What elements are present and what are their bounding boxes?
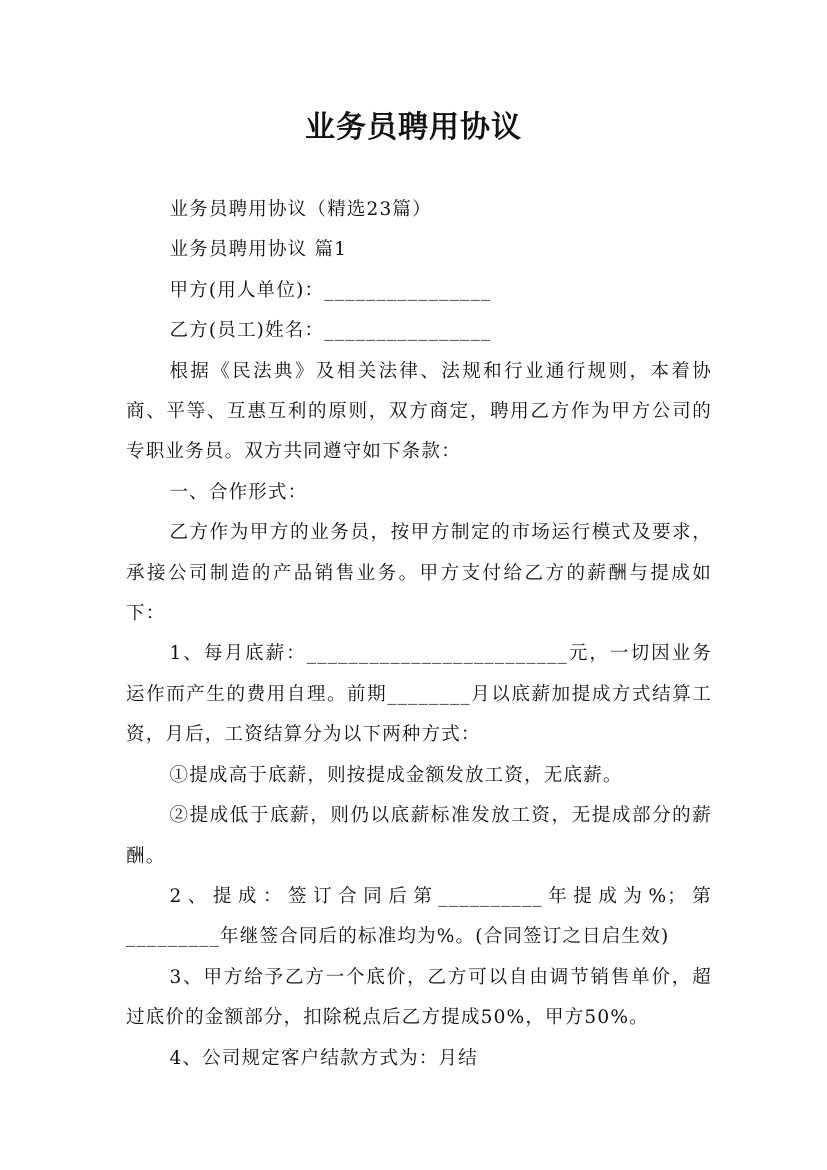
paragraph-option-1: ①提成高于底薪，则按提成金额发放工资，无底薪。 bbox=[169, 764, 623, 786]
paragraph-section-heading: 业务员聘用协议 篇1 bbox=[169, 239, 348, 261]
paragraph-subtitle: 业务员聘用协议（精选23篇） bbox=[169, 199, 432, 220]
paragraph-party-b: 乙方(员工)姓名：________________ bbox=[169, 320, 492, 342]
paragraph-preamble: 根据《民法典》及相关法律、法规和行业通行规则，本着协商、平等、互惠互利的原则，双方商定，聘用乙方作为甲方公司的专职业务员。双方共同遵守如下条款： bbox=[126, 360, 712, 463]
paragraph-cooperation: 乙方作为甲方的业务员，按甲方制定的市场运行模式及要求，承接公司制造的产品销售业务。甲方支付给乙方的薪酬与提成如下： bbox=[126, 522, 712, 625]
paragraph-option-2: ②提成低于底薪，则仍以底薪标准发放工资，无提成部分的薪酬。 bbox=[126, 805, 712, 867]
document-body bbox=[126, 190, 712, 1079]
paragraph-payment-terms: 4、公司规定客户结款方式为：月结 bbox=[169, 1047, 478, 1069]
paragraph-clause-1-heading: 一、合作形式： bbox=[169, 481, 308, 503]
paragraph-commission: 2、提成：签订合同后第__________年提成为%；第_________年继签合同后的标准均为%。(合同签订之日启生效) bbox=[126, 885, 712, 948]
paragraph-base-price: 3、甲方给予乙方一个底价，乙方可以自由调节销售单价，超过底价的金额部分，扣除税点后乙方提成50%，甲方50%。 bbox=[126, 966, 712, 1029]
paragraph-party-a: 甲方(用人单位)：________________ bbox=[169, 279, 492, 301]
document-title: 业务员聘用协议 bbox=[305, 110, 522, 145]
paragraph-base-salary: 1、每月底薪：_________________________元，一切因业务运作而产生的费用自理。前期________月以底薪加提成方式结算工资，月后，工资结算分为以下两种方式： bbox=[126, 643, 712, 746]
